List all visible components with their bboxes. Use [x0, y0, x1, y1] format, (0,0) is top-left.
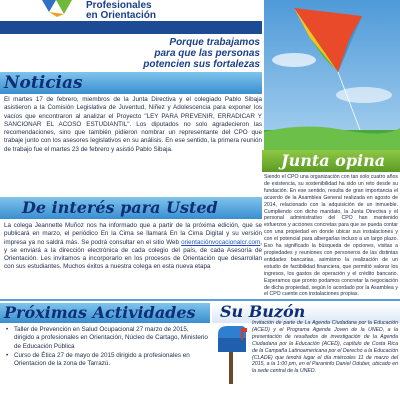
cpo-logo — [40, 0, 74, 17]
proximas-title: Próximas Actividades — [4, 303, 196, 322]
activity-item — [4, 326, 209, 351]
junta-title: Junta opina — [281, 151, 386, 170]
tagline-cont — [50, 48, 260, 70]
section-divider — [0, 299, 400, 301]
buzon-body: Invitación de parte de La Agenda Ciudadana por la Educación (ACED) y el Programa Agenda Joven de la UNED, a la presentación de resultados de investigación de la Agenda Ciudadana por la Educación (ACED), capítulo de Costa Rica de la Campaña Latinoamericana por el Derecho a la Educación (CLADE) que tendrá lugar el día miércoles 11 de marzo del 2015, a la 1:00 pm, en el Paraninfo Daniel Oduber, ubicado en la sede central de la UNED. — [252, 320, 398, 375]
mailbox-icon — [214, 324, 248, 384]
interes-text-after: , y se enviará a la dirección electrónica de cada colegio del país, de cada Asesoría de Orientación. Les invitamos a incorporarlo en los procesos de Orientación que desarrollan con sus estudiantes. Muchos éxitos a nuestra colega en esta nueva etapa — [4, 238, 262, 271]
interes-text-before: La colega Jeannette Muñoz nos ha informado que a partir de la próxima edición, que se publicará en marzo, el periódico En la Cima se llamará En la Cima Digital y su versión impresa ya no saldrá más. Se podrá consultar en el sitio Web — [4, 222, 262, 246]
interes-title: De interés para Usted — [22, 198, 218, 217]
bullet-icon: • — [6, 326, 9, 333]
tagline-line2: para que las personas — [154, 48, 260, 59]
kite-photo — [264, 0, 400, 150]
activity-text: Taller de Prevención en Salud Ocupacional 27 marzo de 2015, dirigido a profesionales en Orientación, Núcleo de Cartago, Ministerio de Educación Pública — [14, 326, 208, 350]
activity-text: Curso de Ética 27 de mayo de 2015 dirigido a profesionales en Orientacion de la zona de Tarrazú. — [14, 351, 190, 368]
org-name-line1: Profesionales — [86, 0, 152, 11]
activity-item — [4, 352, 209, 369]
tagline-line1: Porque trabajamos — [169, 37, 260, 48]
header-bar — [0, 21, 262, 34]
bullet-icon: • — [6, 351, 9, 359]
interes-body — [4, 222, 262, 272]
activities-list — [4, 326, 209, 369]
org-name-line2: en Orientación — [86, 10, 157, 21]
junta-body: Siendo el CPO una organización con tan solo cuatro años de existencia, su sostenibilidad ha sido un reto desde su fundación. En ese sentido, resulta de gran importancia el acuerdo de la Asamblea General realizada en agosto de 2014, relacionado con la adquisición de un inmueble. Cumpliendo con dicho mandato, la Junta Directiva y el personal administrativo del CPO han mantenido esfuerzos y acciones concretas para que se pueda contar con una propiedad en donde ubicar sus instalaciones y con el potencial para albergarlas incluso a un largo plazo. Eso ha significado la búsqueda de opciones, visitas a propiedades y reuniones con personeros de las distintas entidades bancarias, asimismo la realización de un estudio de factibilidad financiera, que permitió valorar los ingresos, los gastos de operación y el crédito bancario. Esperamos que pronto podamos concretar la negociación de dicha propiedad, según lo acordado por la Asamblea y el CPO cuente con instalaciones propias. — [264, 174, 398, 298]
tagline — [70, 37, 260, 48]
buzon-title: Su Buzón — [220, 302, 306, 321]
noticias-body: El martes 17 de febrero, miembros de la Junta Directiva y el colegiado Pablo Sibaja asistieron a la Comisión Legislativa de Juventud, Niñez y Adolescencia para exponer los vacíos que encontraron al analizar el Proyecto "LEY PARA PREVENIR, ERRADICAR Y SANCIONAR EL ACOSO ESTUDIANTIL". Los diputados no solo agradecieron las recomendaciones, sino que también pidieron nombrar un representante del CPO que trabaje junto con los asesores legislativos en su análisis. En ese sentido, la primera reunión de trabajo fue el martes 23 de febrero y asistió Pablo Sibaja. — [4, 96, 262, 153]
tagline-line3: potencien sus fortalezas — [143, 59, 260, 70]
noticias-title: Noticias — [4, 73, 83, 93]
website-link[interactable]: orientaciónvocacionalcr.com — [181, 238, 261, 246]
